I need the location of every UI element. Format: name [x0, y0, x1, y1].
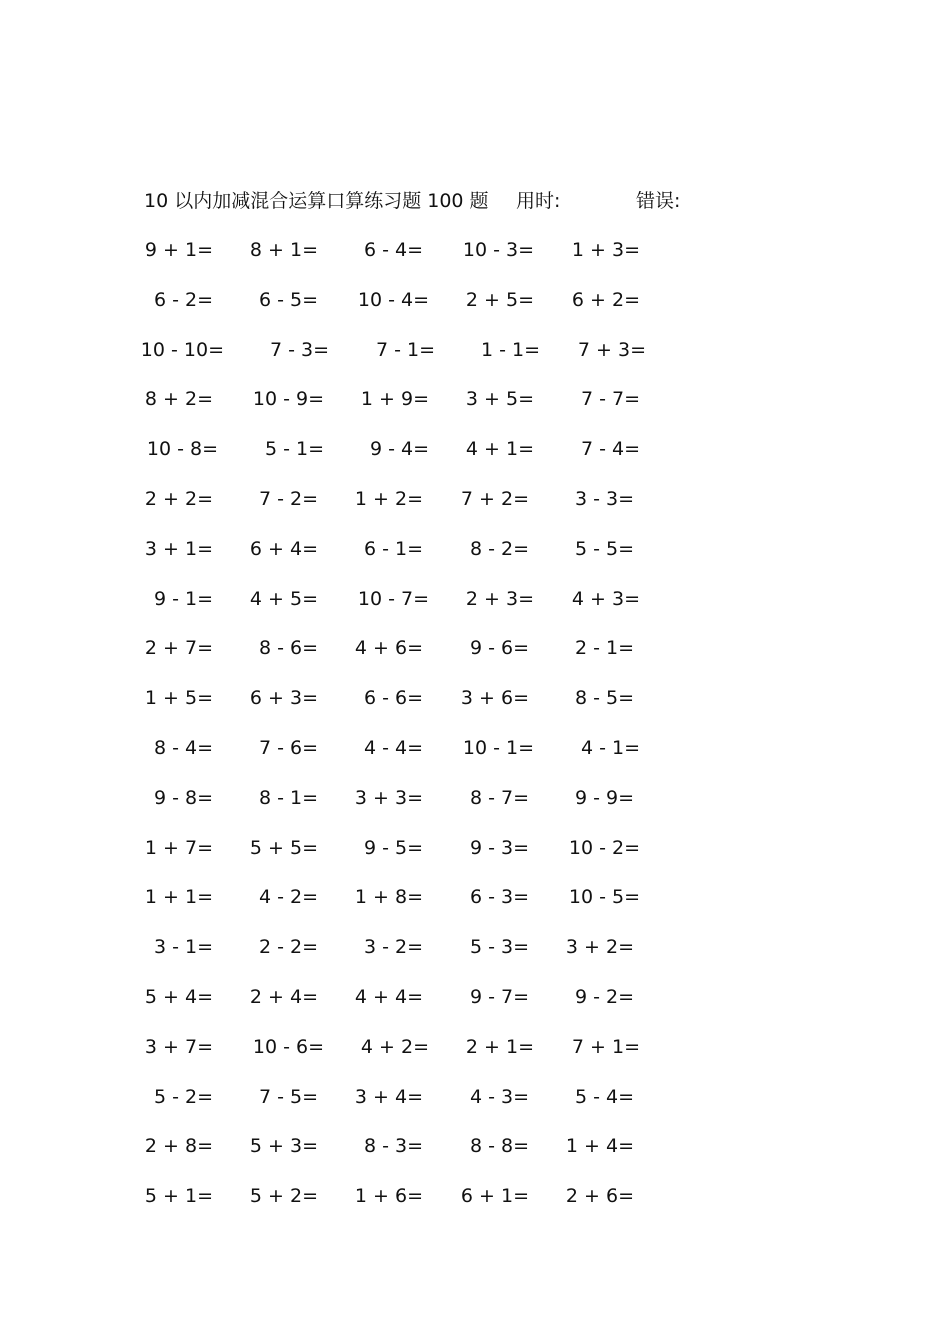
- math-problem: 7 - 1=: [375, 338, 435, 361]
- math-problem: 9 - 7=: [469, 985, 529, 1008]
- math-problem: 1 + 5=: [144, 687, 213, 710]
- math-problem: 7 - 3=: [269, 338, 329, 361]
- math-problem: 8 - 6=: [258, 637, 318, 660]
- math-problem: 4 - 2=: [258, 886, 318, 909]
- math-problem: 4 + 4=: [354, 985, 423, 1008]
- math-problem: 7 + 3=: [577, 338, 646, 361]
- worksheet-title: 10 以内加减混合运算口算练习题 100 题: [144, 190, 489, 212]
- math-problem: 1 - 1=: [480, 338, 540, 361]
- problem-grid: [0, 230, 950, 1226]
- math-problem: 3 + 5=: [465, 388, 534, 411]
- math-problem: 9 - 3=: [469, 836, 529, 859]
- math-problem: 5 - 2=: [153, 1085, 213, 1108]
- math-problem: 10 - 6=: [252, 1035, 324, 1058]
- math-problem: 9 - 1=: [153, 587, 213, 610]
- problem-row: [0, 877, 950, 927]
- math-problem: 5 + 1=: [144, 1185, 213, 1208]
- math-problem: 10 - 7=: [357, 587, 429, 610]
- math-problem: 3 + 2=: [565, 936, 634, 959]
- math-problem: 6 - 3=: [469, 886, 529, 909]
- problem-row: [0, 728, 950, 778]
- errors-label: 错误:: [636, 190, 681, 212]
- math-problem: 7 - 5=: [258, 1085, 318, 1108]
- math-problem: 5 - 5=: [574, 537, 634, 560]
- problem-row: [0, 628, 950, 678]
- problem-row: [0, 1027, 950, 1077]
- math-problem: 3 + 6=: [460, 687, 529, 710]
- math-problem: 2 + 3=: [465, 587, 534, 610]
- math-problem: 1 + 8=: [354, 886, 423, 909]
- problem-row: [0, 977, 950, 1027]
- math-problem: 6 - 6=: [363, 687, 423, 710]
- math-problem: 1 + 7=: [144, 836, 213, 859]
- math-problem: 6 - 1=: [363, 537, 423, 560]
- math-problem: 7 - 6=: [258, 736, 318, 759]
- math-problem: 4 + 2=: [360, 1035, 429, 1058]
- math-problem: 2 + 4=: [249, 985, 318, 1008]
- math-problem: 8 - 1=: [258, 786, 318, 809]
- math-problem: 4 + 5=: [249, 587, 318, 610]
- math-problem: 9 - 6=: [469, 637, 529, 660]
- math-problem: 5 - 4=: [574, 1085, 634, 1108]
- time-used-label: 用时:: [516, 190, 561, 212]
- math-problem: 10 - 5=: [568, 886, 640, 909]
- math-problem: 6 + 3=: [249, 687, 318, 710]
- math-problem: 10 - 8=: [146, 438, 218, 461]
- math-problem: 9 - 8=: [153, 786, 213, 809]
- math-problem: 8 - 8=: [469, 1135, 529, 1158]
- math-problem: 4 - 4=: [363, 736, 423, 759]
- math-problem: 5 - 3=: [469, 936, 529, 959]
- math-problem: 10 - 4=: [357, 288, 429, 311]
- math-problem: 2 - 1=: [574, 637, 634, 660]
- math-problem: 7 - 2=: [258, 487, 318, 510]
- problem-row: [0, 280, 950, 330]
- math-problem: 3 + 7=: [144, 1035, 213, 1058]
- problem-row: [0, 529, 950, 579]
- math-problem: 7 - 7=: [580, 388, 640, 411]
- problem-row: [0, 230, 950, 280]
- problem-row: [0, 678, 950, 728]
- problem-row: [0, 579, 950, 629]
- math-problem: 5 + 3=: [249, 1135, 318, 1158]
- math-problem: 2 + 2=: [144, 487, 213, 510]
- math-problem: 1 + 6=: [354, 1185, 423, 1208]
- math-problem: 9 + 1=: [144, 239, 213, 261]
- math-problem: 3 + 4=: [354, 1085, 423, 1108]
- math-problem: 8 + 2=: [144, 388, 213, 411]
- math-problem: 5 + 2=: [249, 1185, 318, 1208]
- problem-row: [0, 379, 950, 429]
- math-problem: 5 + 5=: [249, 836, 318, 859]
- math-problem: 5 + 4=: [144, 985, 213, 1008]
- math-problem: 1 + 3=: [571, 239, 640, 261]
- math-problem: 6 + 1=: [460, 1185, 529, 1208]
- problem-row: [0, 1126, 950, 1176]
- math-problem: 7 + 1=: [571, 1035, 640, 1058]
- math-problem: 3 + 1=: [144, 537, 213, 560]
- math-problem: 8 - 4=: [153, 736, 213, 759]
- math-problem: 10 - 10=: [140, 338, 224, 361]
- math-problem: 8 + 1=: [249, 239, 318, 261]
- problem-row: [0, 1176, 950, 1226]
- math-problem: 2 - 2=: [258, 936, 318, 959]
- math-problem: 1 + 2=: [354, 487, 423, 510]
- math-problem: 8 - 5=: [574, 687, 634, 710]
- math-problem: 10 - 9=: [252, 388, 324, 411]
- math-problem: 2 + 1=: [465, 1035, 534, 1058]
- math-problem: 2 + 6=: [565, 1185, 634, 1208]
- math-problem: 9 - 9=: [574, 786, 634, 809]
- math-problem: 5 - 1=: [264, 438, 324, 461]
- math-problem: 7 - 4=: [580, 438, 640, 461]
- math-problem: 1 + 1=: [144, 886, 213, 909]
- math-problem: 10 - 3=: [462, 239, 534, 261]
- math-problem: 3 - 3=: [574, 487, 634, 510]
- math-problem: 8 - 3=: [363, 1135, 423, 1158]
- math-problem: 9 - 4=: [369, 438, 429, 461]
- math-problem: 6 - 2=: [153, 288, 213, 311]
- math-problem: 4 + 6=: [354, 637, 423, 660]
- math-problem: 6 - 4=: [363, 239, 423, 261]
- math-problem: 10 - 1=: [462, 736, 534, 759]
- math-problem: 7 + 2=: [460, 487, 529, 510]
- math-problem: 3 - 2=: [363, 936, 423, 959]
- problem-row: [0, 1077, 950, 1127]
- math-problem: 4 - 1=: [580, 736, 640, 759]
- problem-row: [0, 778, 950, 828]
- math-problem: 2 + 7=: [144, 637, 213, 660]
- problem-row: [0, 927, 950, 977]
- math-problem: 3 - 1=: [153, 936, 213, 959]
- math-problem: 9 - 5=: [363, 836, 423, 859]
- math-problem: 2 + 8=: [144, 1135, 213, 1158]
- math-problem: 4 + 1=: [465, 438, 534, 461]
- math-problem: 1 + 4=: [565, 1135, 634, 1158]
- math-problem: 9 - 2=: [574, 985, 634, 1008]
- math-problem: 1 + 9=: [360, 388, 429, 411]
- math-problem: 4 - 3=: [469, 1085, 529, 1108]
- problem-row: [0, 330, 950, 380]
- math-problem: 4 + 3=: [571, 587, 640, 610]
- problem-row: [0, 429, 950, 479]
- math-problem: 8 - 2=: [469, 537, 529, 560]
- math-problem: 6 + 2=: [571, 288, 640, 311]
- problem-row: [0, 479, 950, 529]
- math-problem: 8 - 7=: [469, 786, 529, 809]
- math-problem: 3 + 3=: [354, 786, 423, 809]
- problem-row: [0, 828, 950, 878]
- math-problem: 10 - 2=: [568, 836, 640, 859]
- math-problem: 6 + 4=: [249, 537, 318, 560]
- math-problem: 6 - 5=: [258, 288, 318, 311]
- math-problem: 2 + 5=: [465, 288, 534, 311]
